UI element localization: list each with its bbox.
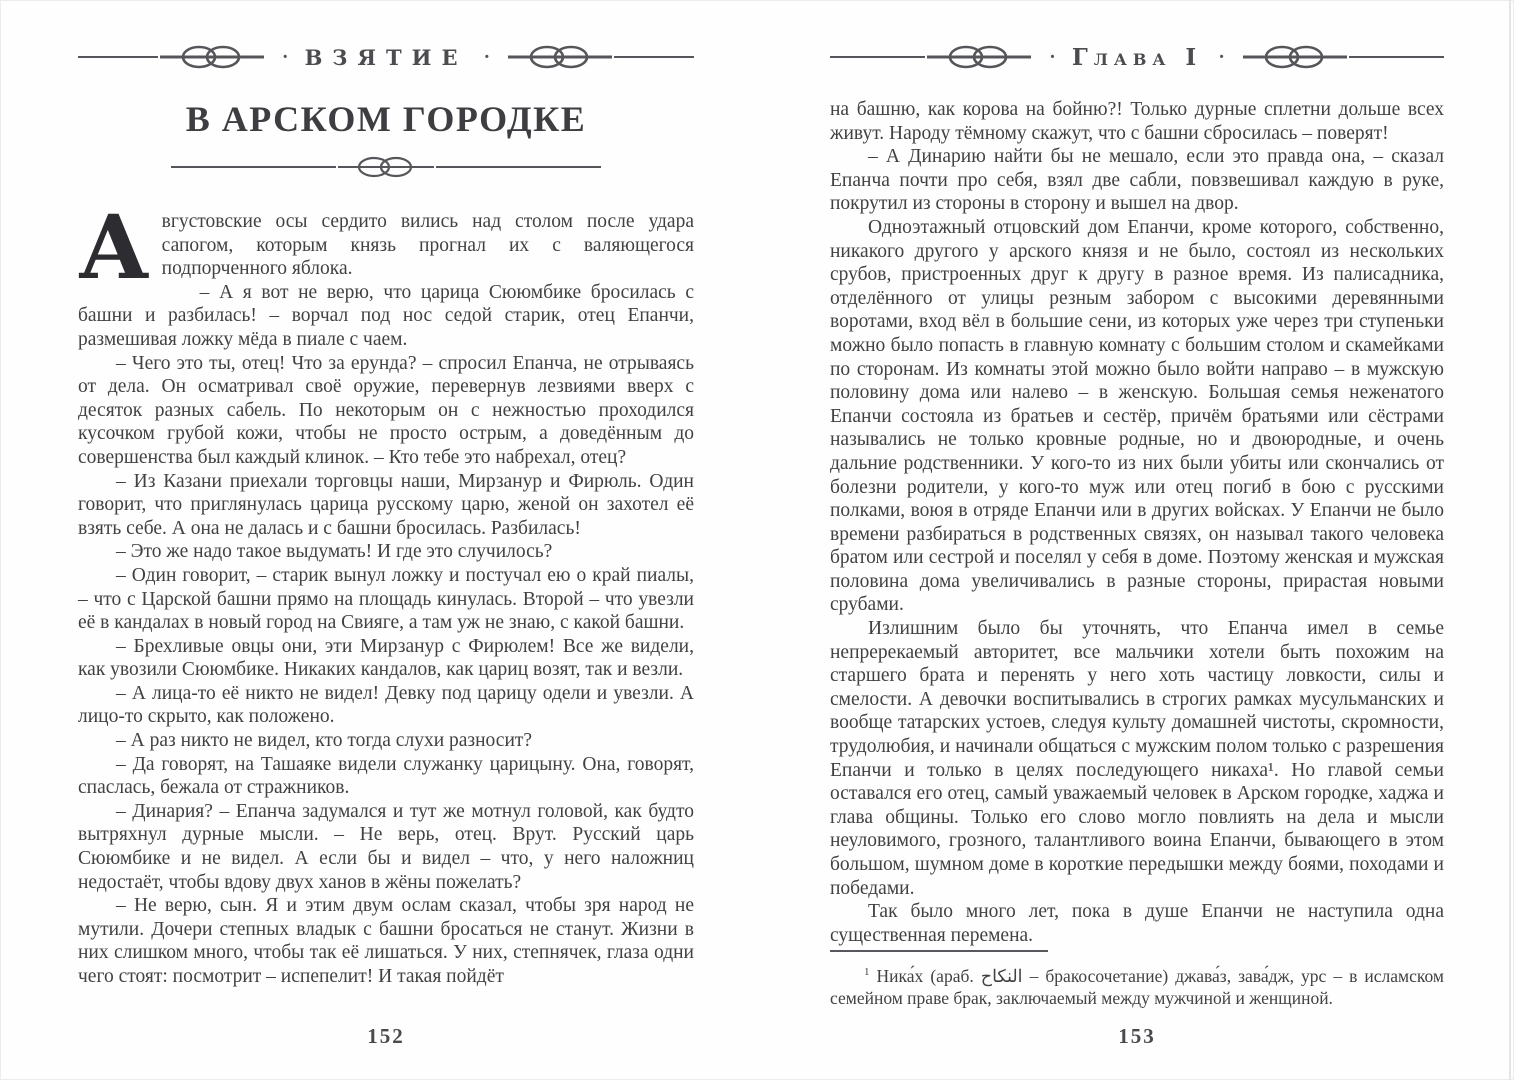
flourish-icon — [160, 42, 264, 72]
paragraph: – Динария? – Епанча задумался и тут же мотнул головой, как будто вытряхнул дурные мысли. – Не верь, отец. Врут. Русский царь Сююмбике и не видел. А если бы и видел – что, у него наложниц недостаёт, чтобы вдову двух ханов в жёны пожелать? — [78, 800, 694, 893]
paragraph: Излишним было бы уточнять, что Епанча имел в семье непререкаемый авторитет, все мальчики хотели быть похожим на старшего брата и перенять у него хоть частицу ловкости, силы и смелости. А девочки воспитывались в строгих рамках мусульманских и вообще татарских устоев, следуя культу домашней чистоты, скромности, трудолюбия, и начинали общаться с мужским полом только с разрешения Епанчи и только в целях последующего никаха¹. Но главой семьи оставался его отец, самый уважаемый человек в Арском городке, хаджа и глава общины. Только его слово могло повлиять на дела и мысли неуловимого, грозного, талантливого воина Епанчи, бывающего в этом большом, шумном доме в короткие передышки между боями, походами и победами. — [830, 618, 1444, 899]
paragraph: – Не верю, сын. Я и этим двум ослам сказал, чтобы зря народ не мутили. Дочери степных владык с башни бросаться не станут. Жизни в них слишком много, чтобы так её лишаться. У них, степнячек, глаза одни чего стоят: посмотрит – испепелит! И такая пойдёт — [78, 895, 694, 987]
flourish-icon — [1243, 42, 1347, 72]
head-dot: · — [1049, 45, 1056, 68]
running-head-rule — [78, 56, 158, 58]
footnote-text: Ника́х (араб. النكاح – бракосочетание) джава́з, зава́дж, урс – в исламском семейном праве брак, заключаемый между мужчиной и женщиной. — [830, 965, 1444, 1009]
running-head-title: Глава I — [1071, 43, 1203, 71]
paragraph: – Один говорит, – старик вынул ложку и постучал ею о край пиалы, – что с Царской башни прямо на площадь кинулась. Второй – что увезли её в кандалах в новый город на Свияге, а там уж не знаю, с какой башни. — [78, 564, 694, 634]
running-head-rule — [830, 56, 925, 58]
divider-rule — [436, 166, 601, 168]
footnote-marker: 1 — [864, 966, 870, 978]
paragraph: – А раз никто не видел, кто тогда слухи разносит? — [116, 730, 533, 752]
divider-rule — [171, 166, 336, 168]
chapter-title: В АРСКОМ ГОРОДКЕ — [185, 99, 587, 139]
running-head-title: ВЗЯТИЕ — [304, 44, 468, 70]
footnote-paragraph — [830, 961, 1444, 1010]
flourish-icon — [927, 42, 1031, 72]
footnote-rule — [830, 950, 1048, 952]
paragraph: Одноэтажный отцовский дом Епанчи, кроме которого, собственно, никакого другого у арского князя и не было, состоял из нескольких срубов, пристроенных друг к другу в разное время. Из палисадника, отделённого от улицы резным забором с высокими деревянными воротами, вход вёл в большие сени, из которых уже через три ступеньки можно было попасть в главную комнату с большим столом и скамейками по сторонам. Из комнаты этой можно было войти направо – в мужскую половину дома или налево – в женскую. Большая семья неженатого Епанчи состояла из братьев и сестёр, причём братьями или сёстрами назывались не только кровные родные, но и двоюродные, и очень дальние родственники. У кого-то из них были убиты или скончались от болезни родители, у кого-то муж или отец погиб в бою с русскими полками, воюя в отряде Епанчи или в других войсках. У Епанчи не было времени разбираться в родственных связях, он называл такого человека братом или сестрой и поселял у себя в доме. Поэтому женская и мужская половина дома увеличивались в разные стороны, прирастая новыми срубами. — [830, 216, 1444, 616]
drop-cap: А — [78, 195, 150, 299]
head-dot: · — [281, 45, 289, 68]
paragraph: – Из Казани приехали торговцы наши, Мирзанур и Фирюль. Один говорит, что приглянулась царица русскому царю, женой он захотел её взять себе. А она не далась и с башни бросилась. Разбилась! — [78, 470, 694, 539]
page-number: 152 — [367, 1024, 405, 1048]
paragraph: – Брехливые овцы они, эти Мирзанур с Фирюлем! Все же видели, как увозили Сююмбике. Никаких кандалов, как цариц возят, так и везли. — [78, 635, 694, 681]
page-number: 153 — [1118, 1024, 1156, 1048]
running-head-rule — [1349, 56, 1444, 58]
flourish-icon — [508, 42, 612, 72]
head-dot: · — [1218, 45, 1225, 68]
running-head — [78, 42, 694, 72]
left-page-body — [78, 195, 694, 989]
paragraph-text: вгустовские осы сердито вились над столом после удара сапогом, которым князь прогнал их с валяющегося подпорченного яблока. — [161, 211, 694, 280]
right-page-body — [830, 98, 1444, 947]
right-page — [830, 0, 1444, 1080]
left-page — [78, 0, 694, 1080]
paragraph: на башню, как корова на бойню?! Только дурные сплетни дольше всех живут. Народу тёмному скажут, что с башни сбросилась – поверят! — [830, 99, 1444, 144]
scan-edge — [1509, 0, 1511, 1080]
paragraph: – А лица-то её никто не видел! Девку под царицу одели и увезли. А лицо-то скрыто, как положено. — [78, 682, 694, 728]
paragraph: – А Динарию найти бы не мешало, если это правда она, – сказал Епанча почти про себя, взял две сабли, повзвешивал каждую в руке, покрутил из стороны в сторону и вышел на двор. — [830, 146, 1444, 215]
head-dot: · — [483, 45, 491, 68]
flourish-icon — [338, 154, 434, 180]
paragraph: – Это же надо такое выдумать! И где это случилось? — [116, 541, 553, 563]
paragraph: – Чего это ты, отец! Что за ерунда? – спросил Епанча, не отрываясь от дела. Он осматривал своё оружие, перевернув лезвиями вверх с десяток разных сабель. По некоторым он с нежностью проходился кусочком грубой кожи, чтобы не просто острым, а доведённым до совершенства был каждый клинок. – Кто тебе это набрехал, отец? — [78, 352, 694, 468]
paragraph — [78, 195, 694, 299]
running-head — [830, 42, 1444, 72]
paragraph: – А я вот не верю, что царица Сююмбике бросилась с башни и разбилась! – ворчал под нос седой старик, отец Епанчи, размешивая ложку мёда в пиале с чаем. — [78, 281, 694, 350]
running-head-rule — [614, 56, 694, 58]
footnote — [830, 950, 1444, 1010]
paragraph: – Да говорят, на Ташаяке видели служанку царицыну. Она, говорят, спаслась, бежала от стражников. — [78, 753, 694, 799]
paragraph: Так было много лет, пока в душе Епанчи не наступила одна существенная перемена. — [830, 901, 1444, 946]
title-divider — [171, 154, 601, 180]
